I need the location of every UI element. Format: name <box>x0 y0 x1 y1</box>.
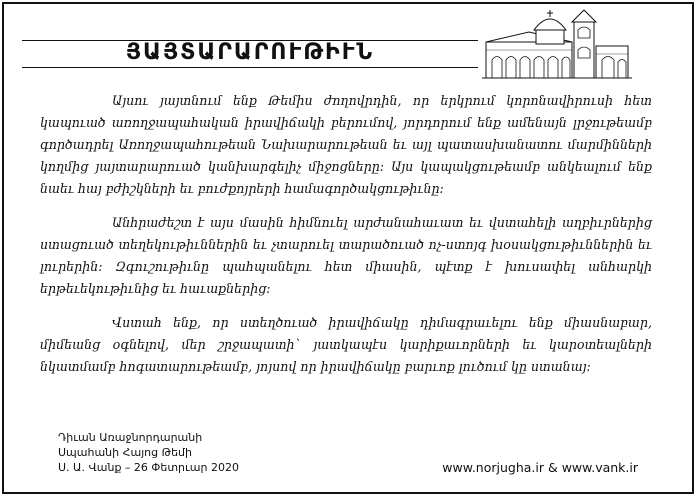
church-illustration <box>482 8 632 80</box>
signature-line-3: Ս. Ա. Վանք – 26 Փետրւար 2020 <box>58 461 239 474</box>
page-title: ՅԱՅՏԱՐԱՐՈՒԹԻՒՆ <box>125 40 375 65</box>
signature-line-1: Դիւան Առաջնորդարանի <box>58 431 203 444</box>
signature-block <box>58 430 239 475</box>
signature-line-2: Սպահանի Հայոց Թեմի <box>58 446 192 459</box>
paragraph-1: Այսու յայտնում ենք Թեմիս ժողովրդին, որ երկրում կորոնավիրուսի հետ կապուած առողջապահական իրավիճակի բերումով, յորդորում ենք ամենայն լրջութեամբ գործադրել Առողջապահութեան Նախարարութեան եւ այլ պատասխանատու մարմինների կողմից յայտարարուած կանխարգելիչ միջոցները: Այս կապակցութեամբ անկեալում ենք նաեւ հայ բժիշկների եւ բուժքոյրերի համագործակցութիւնը: <box>40 93 652 196</box>
paragraph-2: Անհրաժեշտ է այս մասին հիմնուել արժանահաւատ եւ վստահելի աղբիւրներից ստացուած տեղեկութիւններին եւ չտարուել տարածուած ոչ-ստոյգ խօսակցութիւններին եւ լուրերին: Զգուշութիւնը պահպանելու հետ միասին, պէտք է խուսափել անհարկի երթեւեկութիւնից եւ հաւաքներից: <box>40 215 652 296</box>
notice-body <box>40 90 652 390</box>
website-links: www.norjugha.ir & www.vank.ir <box>442 460 638 475</box>
paragraph-3: Վստահ ենք, որ ստեղծուած իրավիճակը դիմագրաւելու ենք միասնաբար, միմեանց օգնելով, մեր շրջապատի` յատկապէս կարիքաւորների եւ կարօտեալների նկատմամբ հոգատարութեամբ, յոյսով որ իրավիճակը բարւոք լուծում կը ստանայ: <box>40 315 652 374</box>
